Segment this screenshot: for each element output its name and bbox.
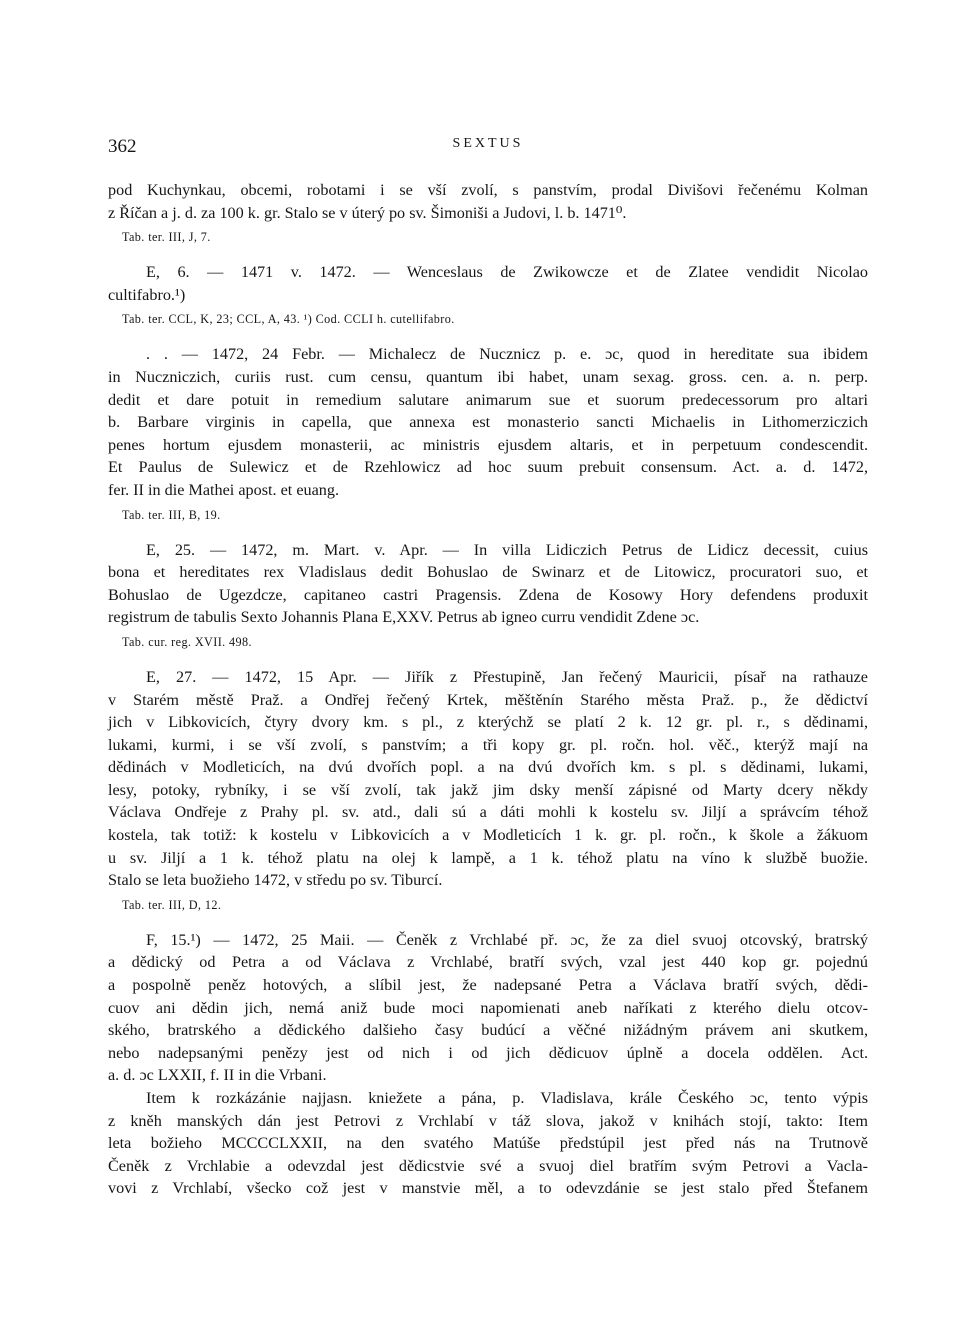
source-reference: Tab. ter. III, J, 7. <box>122 230 211 245</box>
entry-item <box>108 1087 868 1200</box>
text-line: in Nuczniczich, curiis rust. cum censu, quantum ibi habet, unam sexag. gross. cen. a. n. perp. <box>108 367 868 386</box>
text-line: jich v Libkovicích, čtyry dvory km. s pl., z kterýchž se platí 2 k. 12 gr. pl. r., s dědinami, <box>108 713 868 732</box>
text-line: u sv. Jiljí a 1 k. téhož platu na olej k lampě, a 1 k. téhož platu na víno k službě buožie. <box>108 848 868 867</box>
text-line: F, 15.¹) — 1472, 25 Maii. — Čeněk z Vrchlabé př. ɔc, že za diel svuoj otcovský, bratrský <box>146 930 868 949</box>
text-line: a pospolně peněz hotových, a slíbil jest, že nadepsané Petra a Václava bratří svých, dědi- <box>108 976 868 995</box>
text-line: ského, bratrského a dědického dalšieho časy budúcí a věčné nižádným právem ani skutkem, <box>108 1021 868 1040</box>
text-line: b. Barbare virginis in capella, que annexa est monasterio sancti Michaelis in Lithomerziczich <box>108 413 868 432</box>
entry-e27 <box>108 666 868 915</box>
text-line: cultifabro.¹) <box>108 285 186 304</box>
entry-24-febr <box>108 343 868 524</box>
text-line: E, 25. — 1472, m. Mart. v. Apr. — In villa Lidiczich Petrus de Lidicz decessit, cuius <box>146 540 868 559</box>
text-line: kostela, tak totiž: k kostelu v Libkovicích a v Modleticích 1 k. gr. pl. ročn., k škole a žákuom <box>108 826 868 845</box>
entry-f15 <box>108 929 868 1087</box>
text-line: fer. II in die Mathei apost. et euang. <box>108 480 340 499</box>
text-line: z Říčan a j. d. za 100 k. gr. Stalo se v úterý po sv. Šimoniši a Judovi, l. b. 1471⁰. <box>108 203 627 222</box>
page-header <box>108 136 868 160</box>
text-line: registrum de tabulis Sexto Johannis Plana E,XXV. Petrus ab igneo curru vendidit Zdene ɔc. <box>108 608 700 627</box>
text-line: leta božieho MCCCCLXXII, na den svatého Matúše předstúpil jest před nás na Trutnově <box>108 1134 868 1153</box>
text-line: a dědický od Petra a od Václava z Vrchlabé, bratří svých, vzal jest 440 kop gr. pojednú <box>108 953 868 972</box>
text-line: lukami, kurmi, i se vší zvolí, s panstvím; a tři kopy gr. pl. ročn. hol. věč., kterýž mají na <box>108 735 868 754</box>
entry-continuation <box>108 179 868 247</box>
text-line: Čeněk z Vrchlabie a odevzdal jest dědicstvie své a svuoj diel bratřím svým Petrovi a Vacla- <box>108 1156 868 1175</box>
text-line: cuov ani dědin jich, nemá aniž bude moci napomienati aneb naříkati z kterého dielu otcov- <box>108 998 868 1017</box>
entry-e6 <box>108 261 868 329</box>
source-reference: Tab. ter. III, D, 12. <box>122 897 222 912</box>
text-line: z kněh manských dán jest Petrovi z Vrchlabí v táž slova, jakož v knihách stojí, takto: Item <box>108 1111 868 1130</box>
text-line: dedit et dare potuit in remedium salutare animarum sue et suorum predecessorum pro altari <box>108 390 868 409</box>
text-line: lesy, potoky, rybníky, i se vší zvolí, tak jakž jim dsky menší zápisné od Marty dcery někdy <box>108 780 868 799</box>
text-line: bona et hereditates rex Vladislaus dedit Bohuslao de Swinarz et de Litowicz, procuratori suo, et <box>108 563 868 582</box>
text-line: penes hortum ejusdem monasterii, ac ministris ejusdem altaris, et in perpetuum condescendit. <box>108 435 868 454</box>
source-reference: Tab. ter. III, B, 19. <box>122 507 221 522</box>
text-line: a. d. ɔc LXXII, f. II in die Vrbani. <box>108 1066 327 1085</box>
body-text <box>108 179 868 1200</box>
text-line: Václava Ondřeje z Prahy pl. sv. atd., dali sú a dáti mohli k kostelu sv. Jiljí a správcím téhož <box>108 803 868 822</box>
text-line: E, 6. — 1471 v. 1472. — Wenceslaus de Zwikowcze et de Zlatee vendidit Nicolao <box>146 263 868 282</box>
source-reference: Tab. ter. CCL, K, 23; CCL, A, 43. ¹) Cod. CCLI h. cutellifabro. <box>122 312 455 327</box>
running-head: SEXTUS <box>452 136 524 151</box>
text-line: v Starém městě Praž. a Ondřej řečený Krtek, měštěnín Starého města Praž. p., že dědictví <box>108 690 868 709</box>
text-line: Et Paulus de Sulewicz et de Rzehlowicz ad hoc suum prebuit consensum. Act. a. d. 1472, <box>108 458 868 477</box>
text-line: E, 27. — 1472, 15 Apr. — Jiřík z Přestupině, Jan řečený Mauricii, písař na rathauze <box>146 667 868 686</box>
text-line: dědinách v Modleticích, na dvú dvořích popl. a na dvú dvořích km. s pl. s dědinami, lukami, <box>108 758 868 777</box>
source-reference: Tab. cur. reg. XVII. 498. <box>122 634 252 649</box>
entry-e25 <box>108 539 868 652</box>
text-line: Stalo se leta buožieho 1472, v středu po sv. Tiburcí. <box>108 871 443 890</box>
text-line: vovi z Vrchlabí, všecko což jest v manstvie měl, a to odevzdánie se jest stalo před Štefanem <box>108 1179 868 1198</box>
text-line: Item k rozkázánie najjasn. kniežete a pána, p. Vladislava, krále Českého ɔc, tento výpis <box>146 1089 868 1107</box>
text-line: . . — 1472, 24 Febr. — Michalecz de Nucznicz p. e. ɔc, quod in hereditate sua ibidem <box>146 345 868 364</box>
text-line: Bohuslao de Ugezdcze, capitaneo castri Pragensis. Zdena de Kosowy Hory defendens produxit <box>108 585 868 604</box>
text-line: pod Kuchynkau, obcemi, robotami i se vší zvolí, s panstvím, prodal Divišovi řečenému Kolman <box>108 181 868 199</box>
text-line: nebo nadepsanými penězy jest od nich i od jich dědicuov úplně a docela oddělen. Act. <box>108 1043 868 1062</box>
page-number: 362 <box>108 136 137 157</box>
